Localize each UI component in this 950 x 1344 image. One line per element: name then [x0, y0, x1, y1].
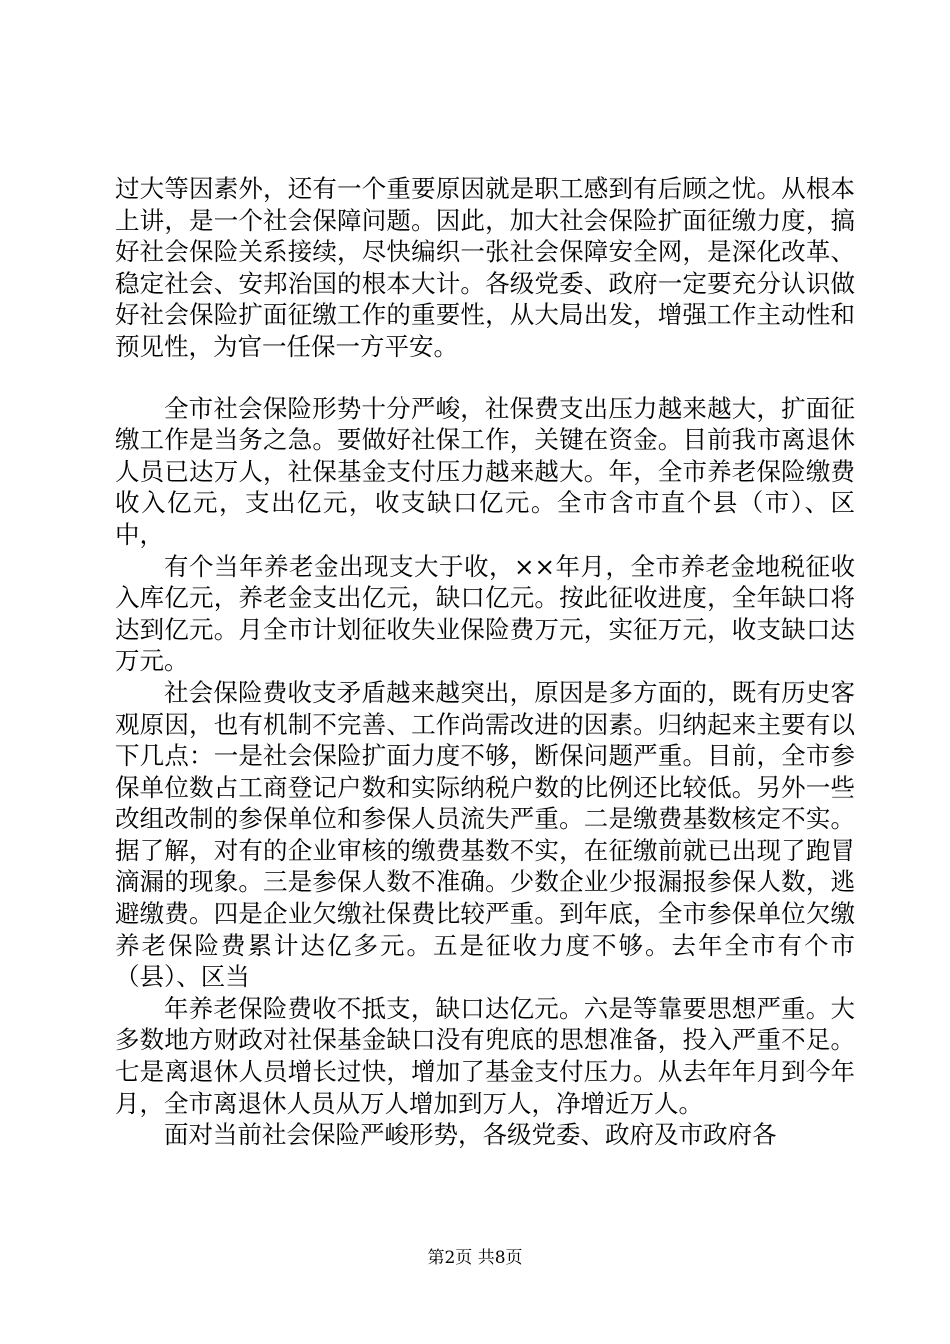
paragraph-2: 全市社会保险形势十分严峻，社保费支出压力越来越大，扩面征缴工作是当务之急。要做好社保工作，关键在资金。目前我市离退休人员已达万人，社保基金支付压力越来越大。年，全市养老保险缴费收入亿元，支出亿元，收支缺口亿元。全市含市直个县（市）、区中，: [115, 393, 855, 549]
paragraph-5: 年养老保险费收不抵支，缺口达亿元。六是等靠要思想严重。大多数地方财政对社保基金缺口没有兜底的思想准备，投入严重不足。七是离退休人员增长过快，增加了基金支付压力。从去年年月到今年月，全市离退休人员从万人增加到万人，净增近万人。: [115, 993, 855, 1118]
paragraph-1: 过大等因素外，还有一个重要原因就是职工感到有后顾之忧。从根本上讲，是一个社会保障问题。因此，加大社会保险扩面征缴力度，搞好社会保险关系接续，尽快编织一张社会保障安全网，是深化改革、稳定社会、安邦治国的根本大计。各级党委、政府一定要充分认识做好社会保险扩面征缴工作的重要性，从大局出发，增强工作主动性和预见性，为官一任保一方平安。: [115, 174, 855, 361]
paragraph-6: 面对当前社会保险严峻形势，各级党委、政府及市政府各: [164, 1120, 777, 1150]
paragraph-4: 社会保险费收支矛盾越来越突出，原因是多方面的，既有历史客观原因，也有机制不完善、工作尚需改进的因素。归纳起来主要有以下几点：一是社会保险扩面力度不够，断保问题严重。目前，全市参保单位数占工商登记户数和实际纳税户数的比例还比较低。另外一些改组改制的参保单位和参保人员流失严重。二是缴费基数核定不实。据了解，对有的企业审核的缴费基数不实，在征缴前就已出现了跑冒滴漏的现象。三是参保人数不准确。少数企业少报漏报参保人数，逃避缴费。四是企业欠缴社保费比较严重。到年底，全市参保单位欠缴养老保险费累计达亿多元。五是征收力度不够。去年全市有个市（县）、区当: [115, 677, 855, 992]
page-footer: 第2页 共8页: [427, 1248, 523, 1268]
paragraph-3: 有个当年养老金出现支大于收，××年月，全市养老金地税征收入库亿元，养老金支出亿元，缺口亿元。按此征收进度，全年缺口将达到亿元。月全市计划征收失业保险费万元，实征万元，收支缺口达万元。: [115, 551, 855, 676]
document-body: [115, 173, 855, 1151]
